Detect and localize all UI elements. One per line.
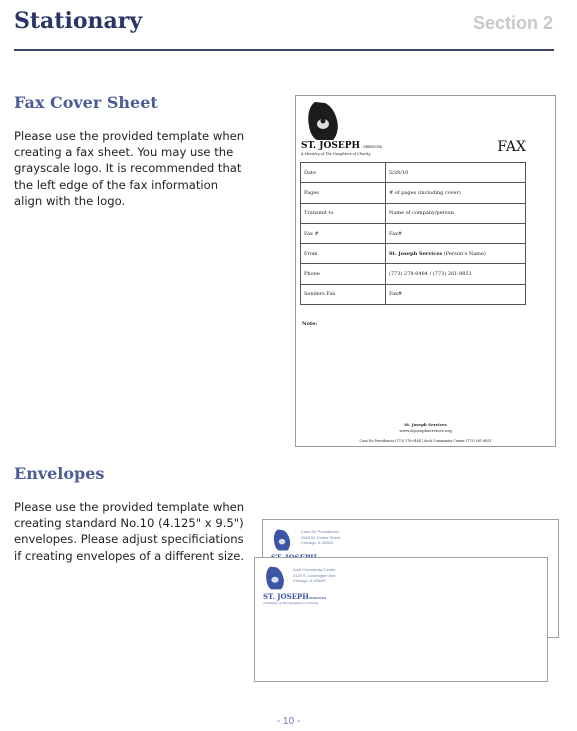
envelope-front-logo-name-text: ST. JOSEPH — [263, 592, 309, 601]
fax-label-fax-number: Fax # — [301, 223, 386, 243]
envelopes-description: Please use the provided template when creating standard No.10 (4.125" x 9.5") envelopes. Please adjust specificiations if creating envelopes of a different size. — [14, 500, 245, 563]
fax-cover-sheet-preview — [295, 95, 556, 447]
table-row — [301, 183, 526, 203]
fax-label-pages: Pages — [301, 183, 386, 203]
fax-value-pages: # of pages (including cover) — [386, 183, 526, 203]
fax-logo-name — [301, 141, 382, 151]
fax-value-from-person: (Person’s Name) — [442, 250, 486, 257]
fax-label-senders-fax: Senders Fax — [301, 284, 386, 304]
fax-value-date: 5/28/10 — [386, 163, 526, 183]
fax-logo — [301, 100, 391, 156]
fax-logo-subtitle: A Ministry of The Daughters of Charity — [301, 152, 371, 156]
fax-footer-contacts: Casa De Providencia (773) 278-0484 | Arch Community Center (773) 261-8851 — [359, 439, 492, 443]
envelope-front-logo-subtitle: A Ministry of The Daughters of Charity — [263, 601, 319, 605]
address-line: 2618 W. Cortez Street — [301, 534, 341, 540]
page-number: - 10 - — [276, 716, 301, 727]
envelope-front-logo-name — [263, 592, 326, 601]
envelope-back-address — [301, 529, 340, 546]
st-joseph-figure-icon — [271, 526, 293, 554]
fax-label-date: Date — [301, 163, 386, 183]
envelope-front-logo-services: SERVICES — [308, 596, 327, 600]
fax-value-phone: (773) 278-0484 / (773) 261-8851 — [386, 264, 526, 284]
fax-label-transmit: Transmit to — [301, 203, 386, 223]
table-row — [301, 264, 526, 284]
section-label: Section 2 — [472, 13, 553, 33]
fax-title: FAX — [497, 139, 526, 155]
fax-footer-url: www.stjosephservices.org — [399, 428, 452, 433]
st-joseph-figure-icon — [303, 100, 343, 142]
fax-value-fax-number: Fax# — [386, 223, 526, 243]
header-divider — [14, 49, 554, 51]
table-row — [301, 244, 526, 264]
fax-logo-services-text: SERVICES — [363, 145, 383, 149]
table-row — [301, 284, 526, 304]
envelope-front-preview — [254, 557, 548, 682]
fax-logo-name-text: ST. JOSEPH — [301, 141, 361, 151]
page-title: Stationary — [14, 8, 143, 34]
fax-value-from-org: St. Joseph Services — [389, 250, 443, 257]
fax-value-transmit: Name of company/person — [386, 203, 526, 223]
fax-label-from: From — [301, 244, 386, 264]
table-row — [301, 223, 526, 243]
table-row — [301, 163, 526, 183]
fax-footer-name: St. Joseph Services — [404, 422, 447, 427]
fax-label-phone: Phone — [301, 264, 386, 284]
fax-info-table — [300, 162, 526, 305]
table-row — [301, 203, 526, 223]
fax-value-senders-fax: Fax# — [386, 284, 526, 304]
envelope-front-address — [293, 567, 336, 584]
fax-value-from — [386, 244, 526, 264]
st-joseph-figure-icon — [263, 563, 287, 593]
address-line: Casa De Providencia — [301, 529, 339, 534]
fax-description: Please use the provided template when creating a fax sheet. You may use the grayscale logo. It is recommended that the left edge of the fax information align with the logo. — [14, 129, 245, 208]
address-line: 4129 S. Lowrington Ave. — [293, 572, 337, 578]
fax-note-label: Note: — [302, 321, 318, 327]
address-line: Arch Community Center — [293, 567, 336, 572]
address-line: Chicago, IL 60609 — [293, 578, 326, 583]
address-line: Chicago, IL 60622 — [301, 540, 334, 545]
envelopes-heading: Envelopes — [14, 464, 105, 483]
fax-heading: Fax Cover Sheet — [14, 93, 158, 112]
